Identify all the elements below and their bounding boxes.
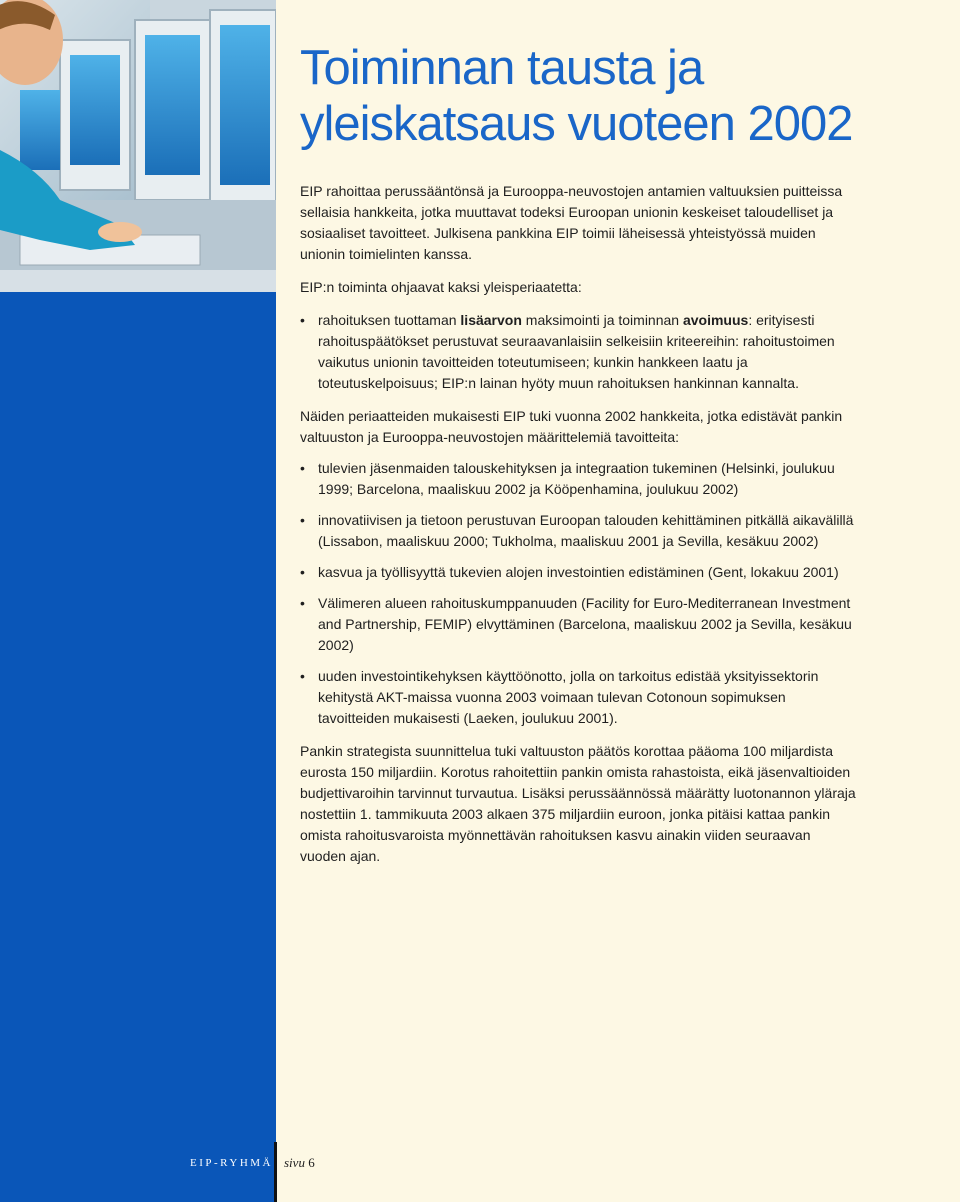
- support-intro: Näiden periaatteiden mukaisesti EIP tuki vuonna 2002 hankkeita, jotka edistävät pankin valtuuston ja Eurooppa-neuvostojen määrittelemiä tavoitteita:: [300, 408, 843, 445]
- footer-divider: [274, 1142, 277, 1202]
- list-item: • kasvua ja työllisyyttä tukevien alojen investointien edistäminen (Gent, lokakuu 2001): [300, 562, 860, 583]
- group-label: EIP-RYHMÄ: [190, 1157, 274, 1169]
- list-item: • Välimeren alueen rahoituskumppanuuden (Facility for Euro-Mediterranean Investment and Partnership, FEMIP) elvyttäminen (Barcelona, maaliskuu 2002 ja Sevilla, kesäkuu 2002): [300, 593, 860, 656]
- added-value-term: lisäarvon: [460, 312, 522, 328]
- goals-list: [300, 458, 860, 729]
- closing-paragraph: Pankin strategista suunnittelua tuki valtuuston päätös korottaa pääoma 100 miljardista eurosta 150 miljardiin. Korotus rahoitettiin pankin omista rahastoista, eikä jäsenvaltioiden budjettivaroihin tarvinnut turvautua. Lisäksi perussäännössä määrätty luotonannon yläraja nostettiin 1. tammikuuta 2003 alkaen 375 miljardiin euroon, jonka pitäisi kattaa pankin omista rahoitusvaroista myönnettävän rahoituksen kasvu ainakin viiden seuraavan vuoden ajan.: [300, 743, 856, 864]
- transparency-term: avoimuus: [682, 312, 749, 328]
- principles-intro: EIP:n toiminta ohjaavat kaksi yleisperiaatetta:: [300, 279, 582, 295]
- list-item: • innovatiivisen ja tietoon perustuvan Euroopan talouden kehittäminen pitkällä aikavälillä (Lissabon, maaliskuu 2000; Tukholma, maaliskuu 2001 ja Sevilla, kesäkuu 2002): [300, 510, 860, 552]
- page-title: Toiminnan tausta ja yleiskatsaus vuoteen 2002: [300, 41, 853, 151]
- principles-list: [300, 310, 860, 394]
- main-content: [300, 40, 860, 867]
- list-item: • uuden investointikehyksen käyttöönotto, jolla on tarkoitus edistää yksityissektorin kehitystä AKT-maissa vuonna 2003 voimaan tulevan Cotonoun sopimuksen tavoitteiden mukaisesti (Laeken, joulukuu 2001).: [300, 666, 860, 729]
- office-worker-photo: [0, 0, 276, 292]
- intro-paragraph: EIP rahoittaa perussääntönsä ja Eurooppa-neuvostojen antamien valtuuksien puitteissa sellaisia hankkeita, jotka muuttavat todeksi Euroopan unionin keskeiset taloudelliset ja sosiaaliset tavoitteet. Julkisena pankkina EIP toimii läheisessä yhteistyössä muiden unionin toimielinten kanssa.: [300, 183, 843, 262]
- sidebar-panel: [0, 292, 276, 1202]
- list-item: • tulevien jäsenmaiden talouskehityksen ja integraation tukeminen (Helsinki, joulukuu 1999; Barcelona, maaliskuu 2002 ja Kööpenhamina, joulukuu 2002): [300, 458, 860, 500]
- page-number: sivu 6: [284, 1155, 315, 1170]
- list-item: • rahoituksen tuottaman lisäarvon maksimointi ja toiminnan avoimuus: erityisesti rahoituspäätökset perustuvat seuraavanlaisiin selkeisiin kriteereihin: rahoitustoimen vaikutus unionin tavoitteiden toteutumiseen; kunkin hankkeen laatu ja toteutuskelpoisuus; EIP:n lainan hyöty muun rahoituksen hankinnan kannalta.: [300, 310, 860, 394]
- header-photo: [0, 0, 276, 292]
